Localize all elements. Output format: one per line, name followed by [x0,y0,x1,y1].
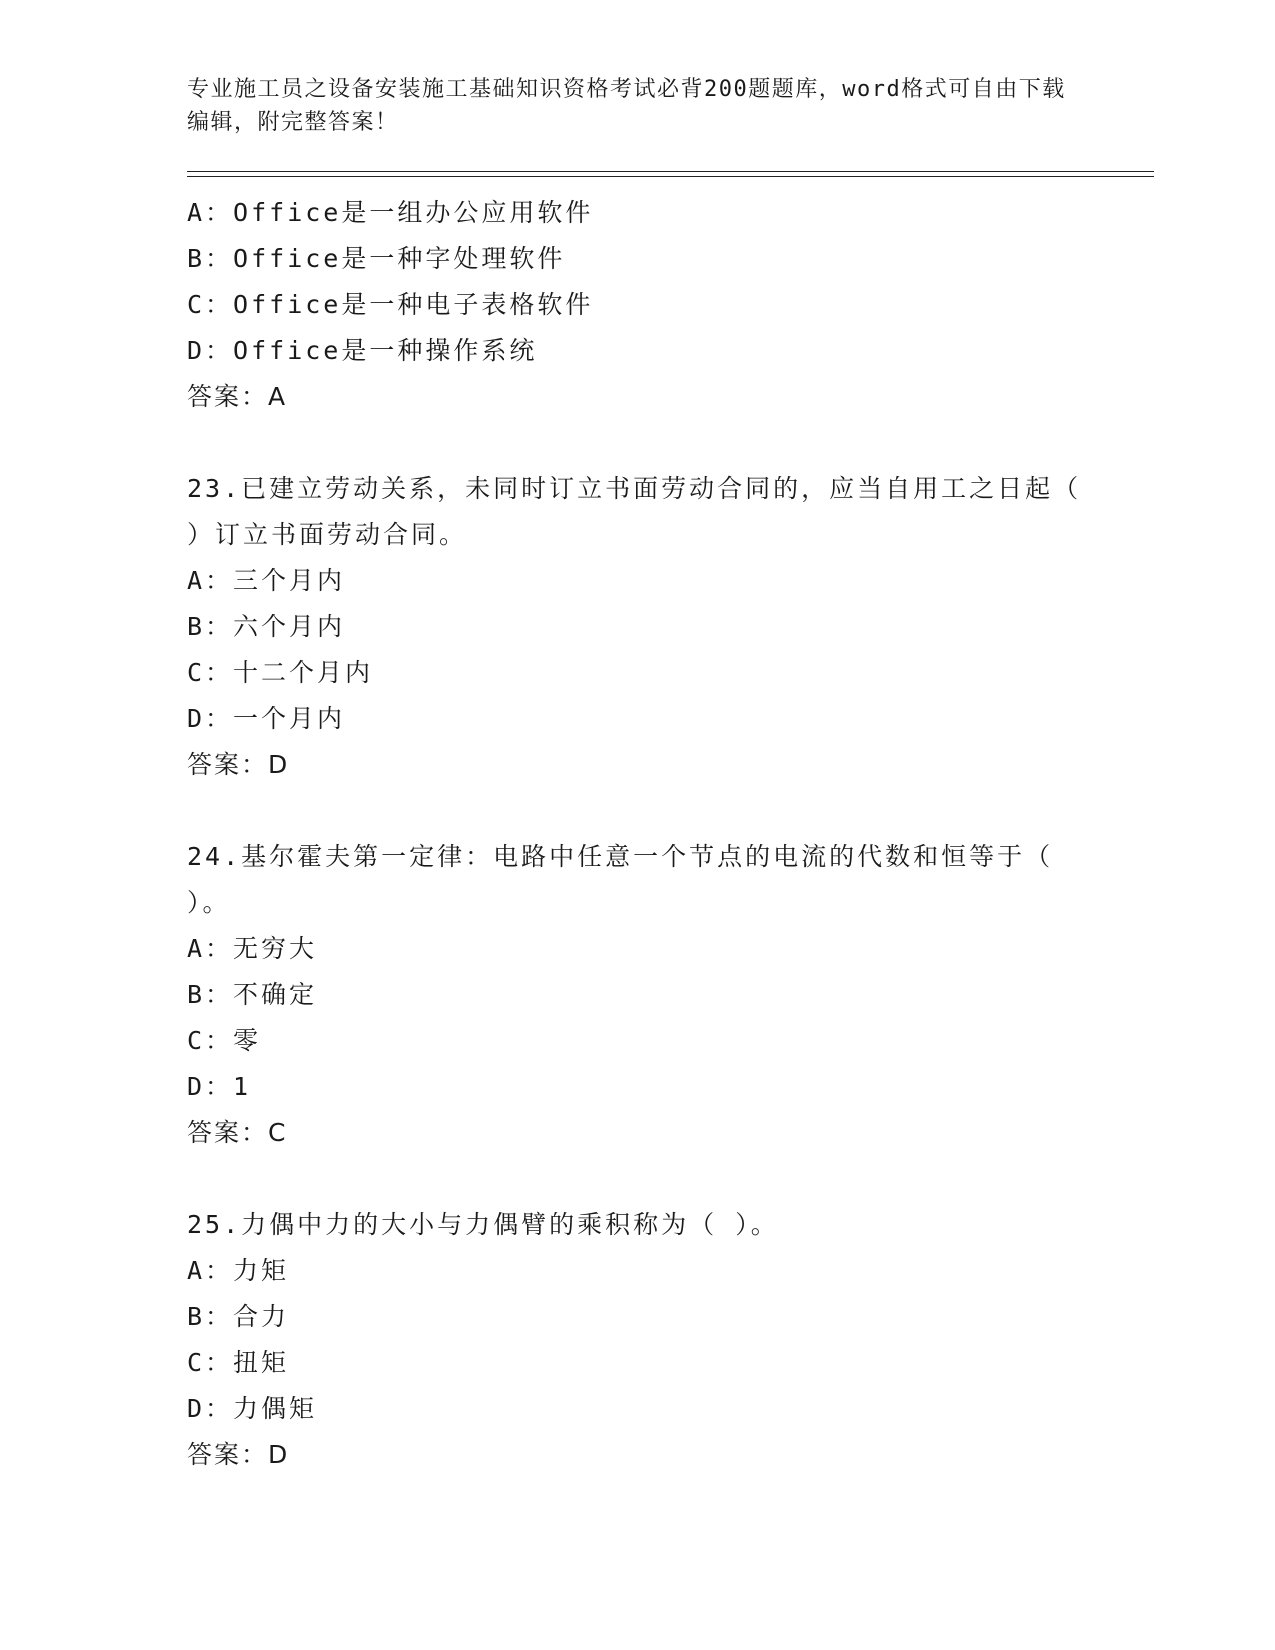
option-c: C：十二个月内 [187,658,374,687]
answer-line: 答案：D [187,750,290,779]
option-d: D：1 [187,1072,252,1101]
header-title: 专业施工员之设备安装施工基础知识资格考试必背200题题库，word格式可自由下载编辑，附完整答案！ [187,77,1066,135]
option-c: C：Office是一种电子表格软件 [187,290,594,319]
option-d: D：力偶矩 [187,1394,318,1423]
question-block-24 [187,834,1087,1156]
answer-line: 答案：D [187,1440,290,1469]
option-b: B：合力 [187,1302,290,1331]
option-d: D：Office是一种操作系统 [187,336,538,365]
question-block-22 [187,190,1087,420]
spacer [187,420,1087,466]
spacer [187,788,1087,834]
option-a: A：Office是一组办公应用软件 [187,198,594,227]
option-a: A：三个月内 [187,566,346,595]
question-stem: 24.基尔霍夫第一定律：电路中任意一个节点的电流的代数和恒等于（ ）。 [187,842,1054,917]
question-stem: 25.力偶中力的大小与力偶臂的乘积称为（ ）。 [187,1210,779,1239]
question-block-25 [187,1202,1087,1478]
header-rule-bottom [187,176,1154,177]
option-b: B：六个月内 [187,612,346,641]
document-header [187,73,1087,139]
question-list [187,190,1087,1478]
option-c: C：扭矩 [187,1348,290,1377]
header-rule-top [187,171,1154,172]
option-a: A：无穷大 [187,934,318,963]
option-c: C：零 [187,1026,262,1055]
spacer [187,1156,1087,1202]
option-d: D：一个月内 [187,704,346,733]
option-b: B：不确定 [187,980,318,1009]
answer-line: 答案：A [187,382,288,411]
option-a: A：力矩 [187,1256,290,1285]
question-stem: 23.已建立劳动关系，未同时订立书面劳动合同的，应当自用工之日起（ ）订立书面劳动合同。 [187,474,1082,549]
answer-line: 答案：C [187,1118,288,1147]
option-b: B：Office是一种字处理软件 [187,244,566,273]
question-block-23 [187,466,1087,788]
